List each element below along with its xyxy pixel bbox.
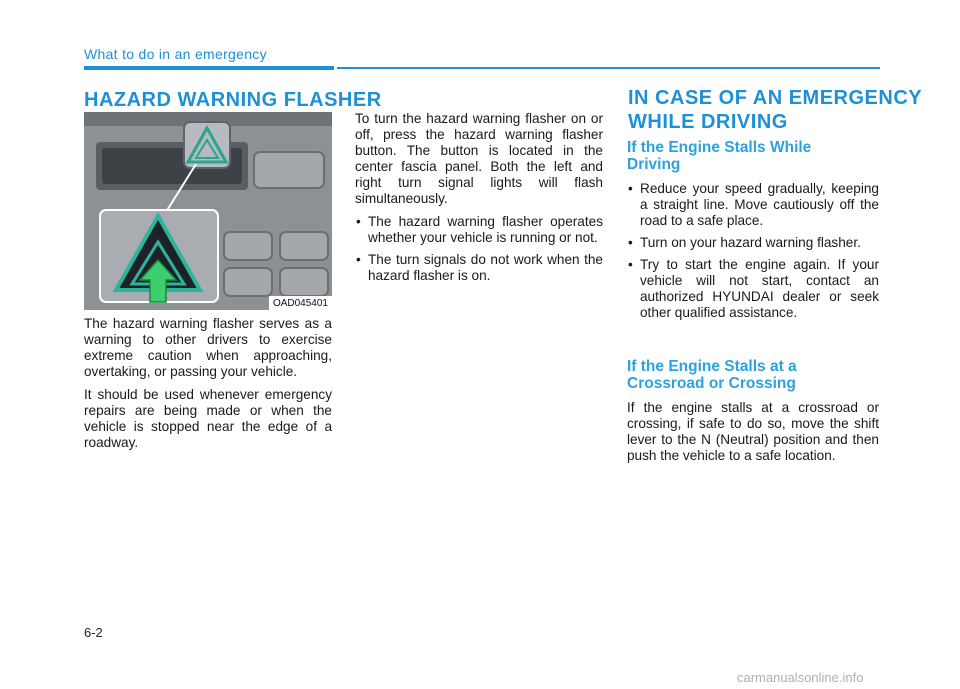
paragraph: If the engine stalls at a crossroad or crossing, if safe to do so, move the shift lever to the N (Neutral) position and then push the vehicle to a safe location. [627,400,879,463]
right-bullets [627,181,879,321]
paragraph: To turn the hazard warning flasher on or off, press the hazard warning flasher button. The button is located in the center fascia panel. Both the left and right turn signal lights will flash simultaneously. [355,111,603,206]
right-paragraph-block [627,400,879,471]
middle-bullets [355,214,603,284]
figure-code: OAD045401 [269,296,332,310]
emergency-title-line2: WHILE DRIVING [628,111,788,133]
header-rule-thin [337,67,880,69]
right-bullets-block [627,181,879,327]
emergency-title-line1: IN CASE OF AN EMERGENCY [628,87,923,109]
header-rule-thick [84,66,334,70]
stall-driving-subtitle: If the Engine Stalls While Driving [627,139,812,173]
list-item: • Try to start the engine again. If your vehicle will not start, contact an authorized HYUNDAI dealer or seek other qualified assistance. [628,257,879,320]
list-item: • Turn on your hazard warning flasher. [628,235,861,250]
list-item: • The turn signals do not work when the hazard flasher is on. [356,252,603,283]
section-header: What to do in an emergency [84,46,267,62]
middle-body [355,111,603,290]
watermark: carmanualsonline.info [737,670,864,685]
list-item: • The hazard warning flasher operates whether your vehicle is running or not. [356,214,603,245]
left-body [84,316,332,458]
hazard-button-figure [84,112,332,310]
dashboard-illustration [84,112,332,310]
hazard-warning-title: HAZARD WARNING FLASHER [84,89,382,111]
paragraph: It should be used whenever emergency repairs are being made or when the vehicle is stopped near the edge of a roadway. [84,387,332,450]
paragraph: The hazard warning flasher serves as a warning to other drivers to exercise extreme caution when approaching, overtaking, or passing your vehicle. [84,316,332,379]
list-item: • Reduce your speed gradually, keeping a straight line. Move cautiously off the road to a safe place. [628,181,879,228]
stall-crossroad-subtitle: If the Engine Stalls at a Crossroad or Crossing [627,358,797,392]
page-number: 6-2 [84,625,103,640]
